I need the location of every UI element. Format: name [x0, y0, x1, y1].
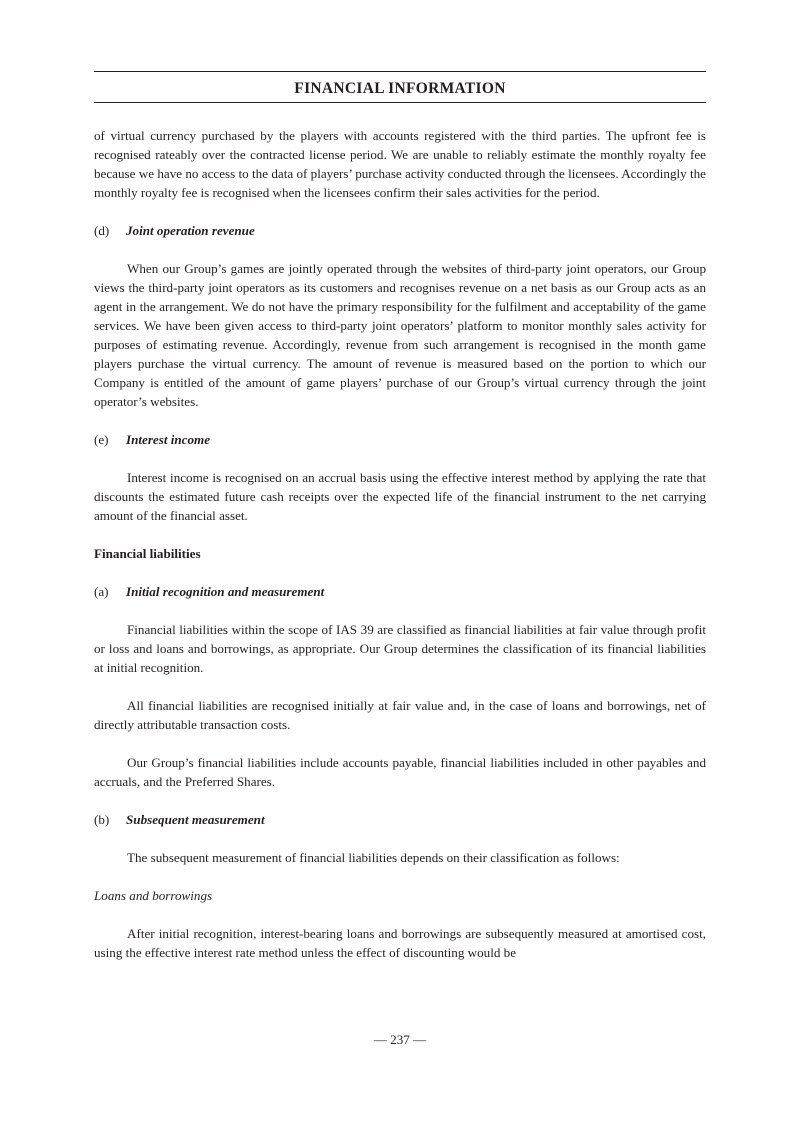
header-bottom-rule [94, 102, 706, 103]
subheading-letter: (b) [94, 812, 110, 827]
subheading-letter: (e) [94, 432, 109, 447]
subheading-title: Joint operation revenue [126, 223, 255, 238]
financial-liabilities-heading: Financial liabilities [94, 546, 201, 561]
initial-recognition-paragraph-2: All financial liabilities are recognised initially at fair value and, in the case of loans and borrowings, net of directly attributable transaction costs. [94, 698, 706, 732]
initial-recognition-subheading [94, 582, 706, 601]
joint-operation-subheading [94, 221, 706, 240]
document-body [94, 126, 706, 962]
subheading-title: Initial recognition and measurement [126, 584, 325, 599]
subheading-title: Interest income [126, 432, 211, 447]
interest-income-subheading [94, 430, 706, 449]
page-number: — 237 — [373, 1032, 427, 1047]
subsequent-measurement-subheading [94, 810, 706, 829]
interest-income-paragraph: Interest income is recognised on an accrual basis using the effective interest method by applying the rate that discounts the estimated future cash receipts over the expected life of the financial instrument to the net carrying amount of the financial asset. [94, 470, 706, 523]
subsequent-measurement-paragraph: The subsequent measurement of financial liabilities depends on their classification as follows: [127, 850, 620, 865]
subheading-letter: (d) [94, 223, 110, 238]
loans-borrowings-paragraph: After initial recognition, interest-bearing loans and borrowings are subsequently measured at amortised cost, using the effective interest rate method unless the effect of discounting would be [94, 926, 706, 960]
intro-paragraph: of virtual currency purchased by the players with accounts registered with the third parties. The upfront fee is recognised rateably over the contracted license period. We are unable to reliably estimate the monthly royalty fee because we have no access to the data of players’ purchase activity conducted through the licensees. Accordingly the monthly royalty fee is recognised when the licensees confirm their sales activities for the period. [94, 128, 706, 200]
page-header-title: FINANCIAL INFORMATION [294, 80, 506, 97]
initial-recognition-paragraph-3: Our Group’s financial liabilities include accounts payable, financial liabilities included in other payables and accruals, and the Preferred Shares. [94, 755, 706, 789]
joint-operation-paragraph: When our Group’s games are jointly operated through the websites of third-party joint operators, our Group views the third-party joint operators as its customers and recognises revenue on a net basis as our Group acts as an agent in the arrangement. We do not have the primary responsibility for the fulfilment and acceptability of the game services. We have been given access to third-party joint operators’ platform to monitor monthly sales activity for purposes of estimating revenue. Accordingly, revenue from such arrangement is recognised in the month game players purchase the virtual currency. The amount of revenue is measured based on the portion to which our Company is entitled of the amount of game players’ purchase of our Group’s virtual currency through the joint operator’s websites. [94, 261, 706, 409]
subheading-letter: (a) [94, 584, 109, 599]
subheading-title: Subsequent measurement [126, 812, 265, 827]
page [94, 71, 706, 962]
loans-borrowings-heading: Loans and borrowings [94, 888, 213, 903]
initial-recognition-paragraph-1: Financial liabilities within the scope of IAS 39 are classified as financial liabilities at fair value through profit or loss and loans and borrowings, as appropriate. Our Group determines the classification of its financial liabilities at initial recognition. [94, 622, 706, 675]
